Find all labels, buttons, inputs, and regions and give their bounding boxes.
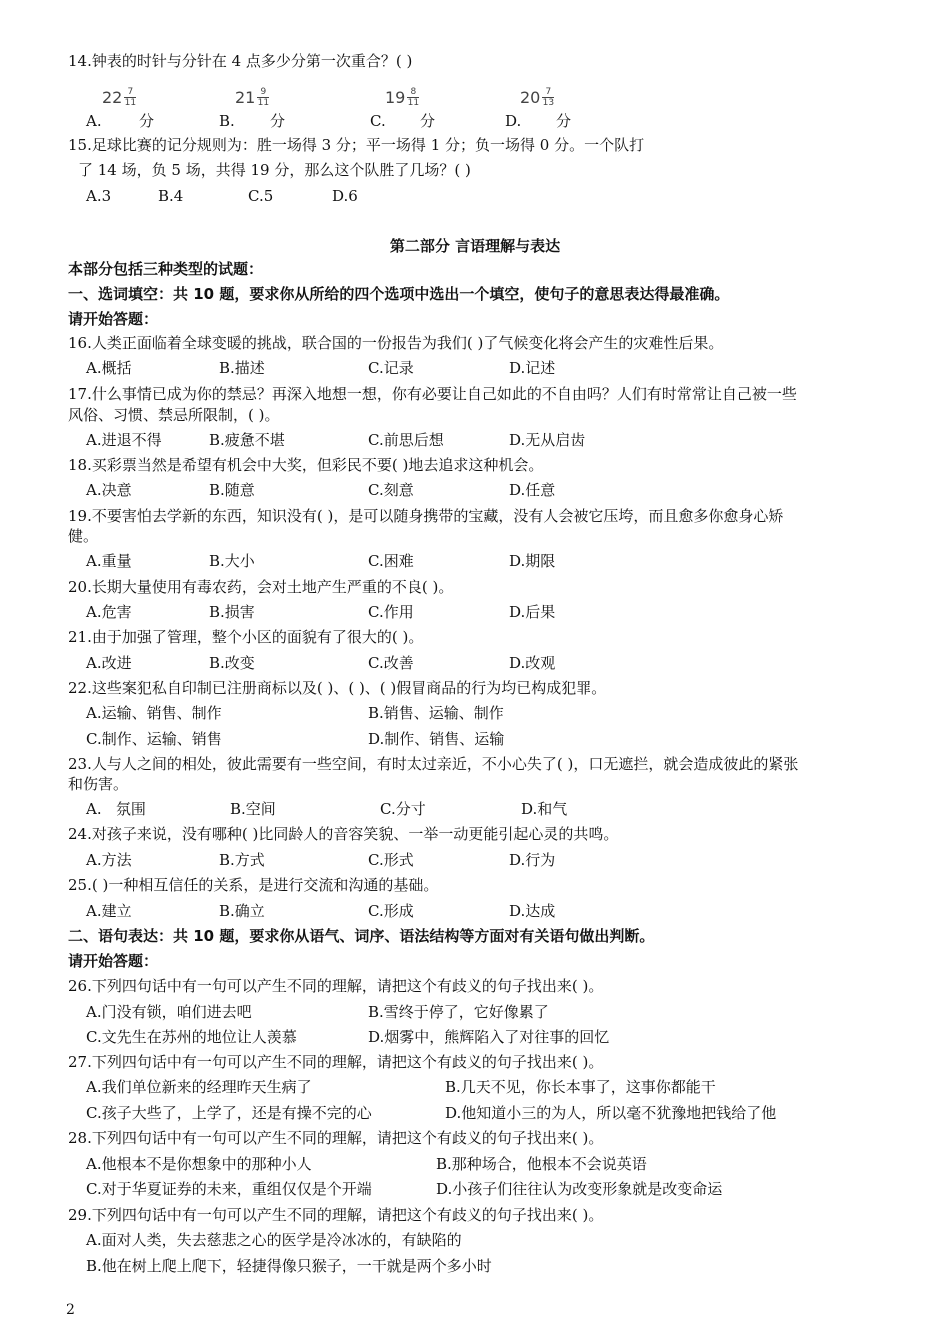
q15-option-b: B.4 (158, 187, 184, 205)
q27-option-a: A.我们单位新来的经理昨天生病了 (86, 1078, 312, 1096)
q16-stem: 16.人类正面临着全球变暖的挑战，联合国的一份报告为我们( )了气候变化将会产生的灾难性后果。 (68, 334, 724, 352)
q14-option-b-fraction: 21 9 11 (235, 87, 270, 108)
q23-option-c: C.分寸 (380, 800, 426, 818)
part2-intro: 本部分包括三种类型的试题： (68, 260, 264, 278)
q15-option-d: D.6 (332, 187, 358, 205)
q20-option-a: A.危害 (86, 603, 132, 621)
q18-option-b: B.随意 (209, 481, 255, 499)
page-number: 2 (66, 1302, 75, 1318)
q20-option-d: D.后果 (509, 603, 556, 621)
q14-option-b-unit: 分 (270, 112, 286, 130)
q22-option-d: D.制作、销售、运输 (368, 730, 505, 748)
q18-option-c: C.刻意 (368, 481, 414, 499)
q14-option-a-fraction: 22 7 11 (102, 87, 137, 108)
q14-option-d-fraction: 20 7 13 (520, 87, 555, 108)
q18-option-a: A.决意 (86, 481, 132, 499)
q22-option-c: C.制作、运输、销售 (86, 730, 222, 748)
q14-option-a-unit: 分 (139, 112, 155, 130)
q14-option-a-letter: A. (86, 112, 102, 130)
q21-option-b: B.改变 (209, 654, 255, 672)
q20-option-c: C.作用 (368, 603, 414, 621)
q21-option-d: D.改观 (509, 654, 556, 672)
q14-option-d-unit: 分 (556, 112, 572, 130)
q28-option-d: D.小孩子们往往认为改变形象就是改变命运 (436, 1180, 723, 1198)
q24-option-d: D.行为 (509, 851, 556, 869)
q14-option-d-letter: D. (505, 112, 522, 130)
q28-option-b: B.那种场合，他根本不会说英语 (436, 1155, 647, 1173)
q16-option-d: D.记述 (509, 359, 556, 377)
q29-option-a: A.面对人类，失去慈悲之心的医学是冷冰冰的，有缺陷的 (86, 1231, 462, 1249)
q16-option-b: B.描述 (219, 359, 265, 377)
q26-option-c: C.文先生在苏州的地位让人羡慕 (86, 1028, 297, 1046)
q27-option-d: D.他知道小三的为人，所以毫不犹豫地把钱给了他 (445, 1104, 777, 1122)
q19-stem-line1: 19.不要害怕去学新的东西，知识没有( )，是可以随身携带的宝藏，没有人会被它压垮，而且愈多你愈身心矫 (68, 507, 784, 525)
q17-stem-line2: 风俗、习惯、禁忌所限制，( )。 (68, 406, 280, 424)
q23-option-a: A. 氛围 (86, 800, 146, 818)
q22-option-a: A.运输、销售、制作 (86, 704, 222, 722)
section1-start: 请开始答题： (68, 310, 159, 328)
q14-option-b-letter: B. (219, 112, 235, 130)
q19-option-b: B.大小 (209, 552, 255, 570)
section2-heading: 二、语句表达：共 10 题，要求你从语气、词序、语法结构等方面对有关语句做出判断。 (68, 927, 655, 945)
q18-stem: 18.买彩票当然是希望有机会中大奖，但彩民不要( )地去追求这种机会。 (68, 456, 544, 474)
q21-option-c: C.改善 (368, 654, 414, 672)
q23-stem-line2: 和伤害。 (68, 775, 129, 793)
q24-stem: 24.对孩子来说，没有哪种( )比同龄人的音容笑貌、一举一动更能引起心灵的共鸣。 (68, 825, 619, 843)
section2-start: 请开始答题： (68, 952, 159, 970)
q25-option-c: C.形成 (368, 902, 414, 920)
q15-stem-line2: 了 14 场，负 5 场，共得 19 分，那么这个队胜了几场？( ) (78, 161, 471, 179)
q21-option-a: A.改进 (86, 654, 132, 672)
q16-option-a: A.概括 (86, 359, 132, 377)
q17-option-c: C.前思后想 (368, 431, 444, 449)
q15-stem-line1: 15.足球比赛的记分规则为：胜一场得 3 分；平一场得 1 分；负一场得 0 分。一个队打 (68, 136, 645, 154)
q23-stem-line1: 23.人与人之间的相处，彼此需要有一些空间，有时太过亲近，不小心失了( )，口无遮拦，就会造成彼此的紧张 (68, 755, 799, 773)
q14-option-c-unit: 分 (420, 112, 436, 130)
q28-option-c: C.对于华夏证券的未来，重组仅仅是个开端 (86, 1180, 372, 1198)
q28-stem: 28.下列四句话中有一句可以产生不同的理解，请把这个有歧义的句子找出来( )。 (68, 1129, 604, 1147)
q24-option-c: C.形式 (368, 851, 414, 869)
q20-stem: 20.长期大量使用有毒农药，会对土地产生严重的不良( )。 (68, 578, 454, 596)
q25-option-d: D.达成 (509, 902, 556, 920)
q26-option-d: D.烟雾中，熊辉陷入了对往事的回忆 (368, 1028, 610, 1046)
q15-option-c: C.5 (248, 187, 274, 205)
q14-option-c-fraction: 19 8 11 (385, 87, 420, 108)
q20-option-b: B.损害 (209, 603, 255, 621)
q17-option-b: B.疲惫不堪 (209, 431, 285, 449)
q15-option-a: A.3 (86, 187, 112, 205)
q26-option-b: B.雪终于停了，它好像累了 (368, 1003, 549, 1021)
q17-stem-line1: 17.什么事情已成为你的禁忌？再深入地想一想，你有必要让自己如此的不自由吗？人们有时常常让自己被一些 (68, 385, 797, 403)
q25-stem: 25.( )一种相互信任的关系，是进行交流和沟通的基础。 (68, 876, 439, 894)
q27-option-b: B.几天不见，你长本事了，这事你都能干 (445, 1078, 716, 1096)
q28-option-a: A.他根本不是你想象中的那种小人 (86, 1155, 312, 1173)
q14-option-c-letter: C. (370, 112, 386, 130)
q17-option-d: D.无从启齿 (509, 431, 586, 449)
q19-stem-line2: 健。 (68, 527, 99, 545)
q27-option-c: C.孩子大些了，上学了，还是有操不完的心 (86, 1104, 372, 1122)
section1-heading: 一、选词填空：共 10 题，要求你从所给的四个选项中选出一个填空，使句子的意思表达得最准确。 (68, 285, 730, 303)
q22-stem: 22.这些案犯私自印制已注册商标以及( )、( )、( )假冒商品的行为均已构成犯罪。 (68, 679, 607, 697)
part2-title: 第二部分 言语理解与表达 (389, 237, 561, 255)
q14-stem: 14.钟表的时针与分针在 4 点多少分第一次重合？( ) (68, 52, 413, 70)
q24-option-a: A.方法 (86, 851, 132, 869)
q19-option-a: A.重量 (86, 552, 132, 570)
q23-option-d: D.和气 (521, 800, 568, 818)
q25-option-b: B.确立 (219, 902, 265, 920)
q29-stem: 29.下列四句话中有一句可以产生不同的理解，请把这个有歧义的句子找出来( )。 (68, 1206, 604, 1224)
q19-option-c: C.困难 (368, 552, 414, 570)
q21-stem: 21.由于加强了管理，整个小区的面貌有了很大的( )。 (68, 628, 424, 646)
q29-option-b: B.他在树上爬上爬下，轻捷得像只猴子，一干就是两个多小时 (86, 1257, 492, 1275)
q16-option-c: C.记录 (368, 359, 414, 377)
q25-option-a: A.建立 (86, 902, 132, 920)
q19-option-d: D.期限 (509, 552, 556, 570)
q17-option-a: A.进退不得 (86, 431, 162, 449)
q22-option-b: B.销售、运输、制作 (368, 704, 504, 722)
q23-option-b: B.空间 (230, 800, 276, 818)
q18-option-d: D.任意 (509, 481, 556, 499)
q24-option-b: B.方式 (219, 851, 265, 869)
q27-stem: 27.下列四句话中有一句可以产生不同的理解，请把这个有歧义的句子找出来( )。 (68, 1053, 604, 1071)
q26-option-a: A.门没有锁，咱们进去吧 (86, 1003, 252, 1021)
q26-stem: 26.下列四句话中有一句可以产生不同的理解，请把这个有歧义的句子找出来( )。 (68, 977, 604, 995)
